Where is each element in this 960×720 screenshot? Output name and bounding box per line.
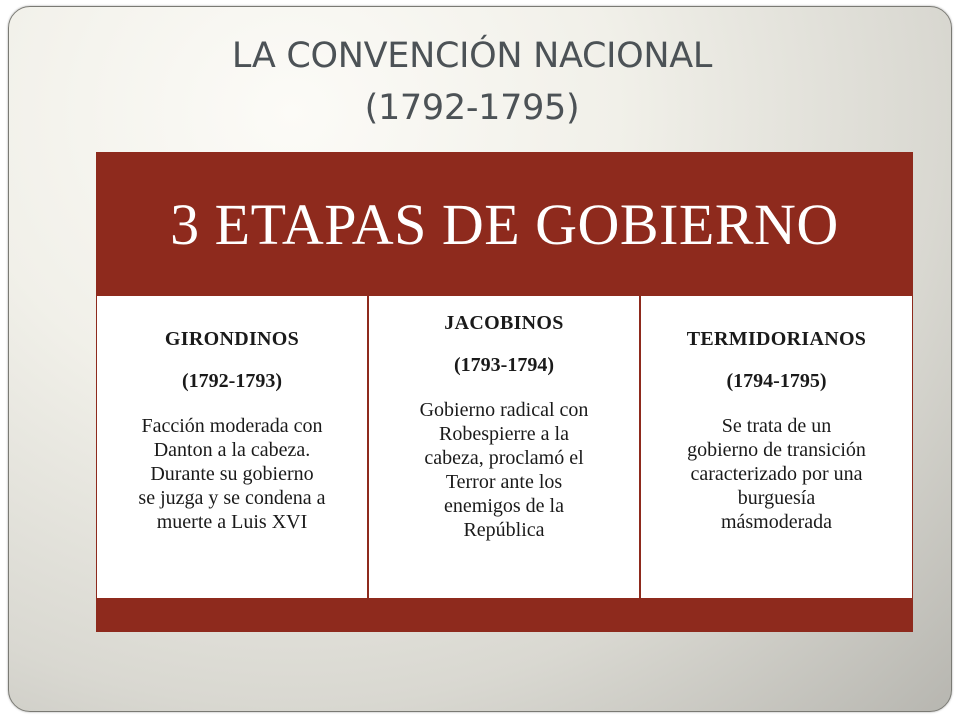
page-title xyxy=(0,30,944,134)
column-years: (1793-1794) xyxy=(454,354,554,376)
description-line: caracterizado por una xyxy=(690,463,863,485)
title-line-1: LA CONVENCIÓN NACIONAL xyxy=(231,36,713,76)
description-line: Terror ante los xyxy=(445,471,563,493)
description-line: República xyxy=(463,519,545,541)
description-line: muerte a Luis XVI xyxy=(156,511,308,533)
description-line: Facción moderada con xyxy=(141,415,323,437)
column-years: (1794-1795) xyxy=(726,370,827,392)
column-name: JACOBINOS xyxy=(444,312,564,334)
description-line: Se trata de un xyxy=(721,415,832,437)
column-termidorianos xyxy=(641,296,912,598)
column-description xyxy=(369,398,639,542)
description-line: másmoderada xyxy=(720,511,833,533)
description-line: Robespierre a la xyxy=(439,423,569,445)
panel-heading: 3 ETAPAS DE GOBIERNO xyxy=(170,191,839,257)
column-description xyxy=(641,414,912,534)
description-line: se juzga y se condena a xyxy=(138,487,326,509)
column-girondinos xyxy=(97,296,367,598)
column-name: GIRONDINOS xyxy=(164,328,300,350)
title-line-2: (1792-1795) xyxy=(364,88,580,128)
column-years: (1792-1793) xyxy=(182,370,282,392)
description-line: cabeza, proclamó el xyxy=(424,447,584,469)
description-line: burguesía xyxy=(737,487,816,509)
description-line: Durante su gobierno xyxy=(150,463,314,485)
description-line: Gobierno radical con xyxy=(419,399,589,421)
description-line: enemigos de la xyxy=(444,495,564,517)
description-line: gobierno de transición xyxy=(687,439,866,461)
description-line: Danton a la cabeza. xyxy=(153,439,311,461)
column-name: TERMIDORIANOS xyxy=(686,328,867,350)
column-jacobinos xyxy=(369,296,639,598)
column-description xyxy=(97,414,367,534)
